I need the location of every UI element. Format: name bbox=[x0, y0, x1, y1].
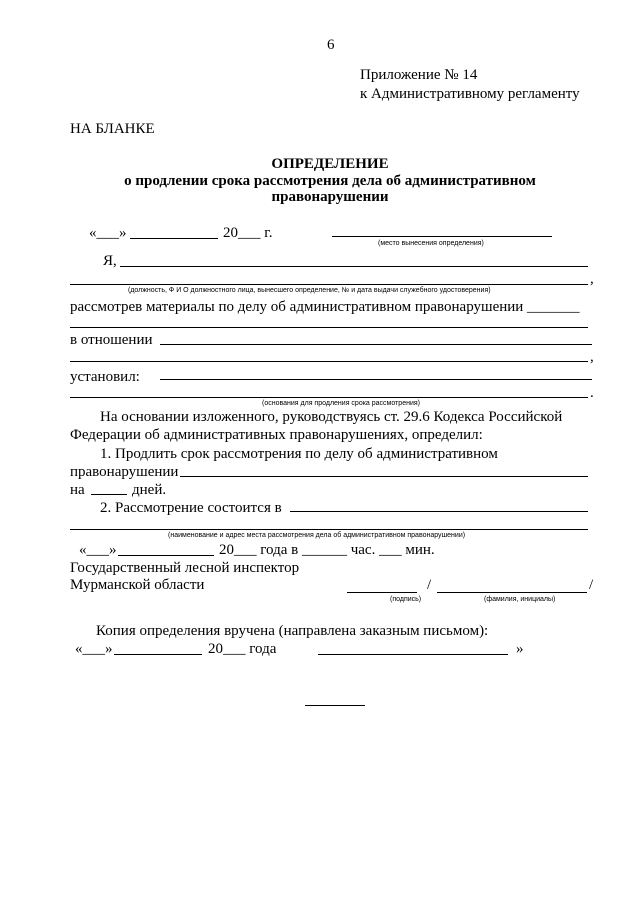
considered-line bbox=[70, 327, 588, 328]
date-year: 20___ г. bbox=[223, 225, 273, 241]
bottom-separator bbox=[305, 705, 365, 706]
date3-receiver-line bbox=[318, 654, 508, 655]
official-line-2 bbox=[70, 284, 588, 285]
slash-1: / bbox=[427, 577, 432, 593]
established-line-2 bbox=[70, 397, 588, 398]
name-line bbox=[437, 592, 587, 593]
item1-line-1: 1. Продлить срок рассмотрения по делу об административном bbox=[100, 446, 498, 462]
signature-line bbox=[347, 592, 417, 593]
item1-line bbox=[180, 476, 588, 477]
dot-1: . bbox=[590, 385, 594, 401]
established-label: установил: bbox=[70, 369, 140, 385]
date2-day-field: «___» bbox=[79, 542, 117, 558]
inspector-line-2: Мурманской области bbox=[70, 577, 205, 593]
established-line-1 bbox=[160, 379, 592, 380]
appendix-line-2: к Административному регламенту bbox=[360, 86, 580, 102]
grounds-caption: (основания для продления срока рассмотрения) bbox=[262, 400, 420, 407]
document-title: ОПРЕДЕЛЕНИЕ bbox=[271, 156, 389, 172]
place-caption: (место вынесения определения) bbox=[378, 240, 484, 247]
inspector-line-1: Государственный лесной инспектор bbox=[70, 560, 300, 576]
basis-line-1: На основании изложенного, руководствуясь ст. 29.6 Кодекса Российской bbox=[100, 409, 563, 425]
slash-2: / bbox=[589, 577, 594, 593]
regarding-line-2 bbox=[70, 361, 588, 362]
item1-days-line bbox=[91, 494, 127, 495]
date2-text: 20___ года в ______ час. ___ мин. bbox=[219, 542, 435, 558]
on-form-label: НА БЛАНКЕ bbox=[70, 121, 155, 137]
item2-line-2 bbox=[70, 529, 588, 530]
place-line bbox=[332, 236, 552, 237]
date3-month-line bbox=[114, 654, 202, 655]
date3-close-quote: » bbox=[516, 641, 524, 657]
date-day-field: «___» bbox=[89, 225, 127, 241]
document-subtitle-1: о продлении срока рассмотрения дела об административном bbox=[124, 173, 536, 189]
regarding-line-1 bbox=[160, 344, 592, 345]
date3-day-field: «___» bbox=[75, 641, 113, 657]
official-line-1 bbox=[120, 266, 588, 267]
page-number: 6 bbox=[327, 37, 335, 53]
item1-on-label: на bbox=[70, 482, 85, 498]
considered-text: рассмотрев материалы по делу об административном правонарушении _______ bbox=[70, 299, 580, 315]
signature-caption: (подпись) bbox=[390, 596, 422, 603]
date-month-line bbox=[130, 238, 218, 239]
item2-text: 2. Рассмотрение состоится в bbox=[100, 500, 282, 516]
comma-1: , bbox=[590, 271, 594, 287]
date3-year: 20___ года bbox=[208, 641, 277, 657]
date2-month-line bbox=[118, 555, 214, 556]
appendix-line-1: Приложение № 14 bbox=[360, 67, 478, 83]
comma-2: , bbox=[590, 349, 594, 365]
regarding-label: в отношении bbox=[70, 332, 153, 348]
name-caption: (фамилия, инициалы) bbox=[484, 596, 556, 603]
item1-line-2: правонарушении bbox=[70, 464, 179, 480]
item2-line-1 bbox=[290, 511, 588, 512]
copy-text: Копия определения вручена (направлена заказным письмом): bbox=[96, 623, 489, 639]
basis-line-2: Федерации об административных правонарушениях, определил: bbox=[70, 427, 483, 443]
official-caption: (должность, Ф И О должностного лица, вынесшего определение, № и дата выдачи служебного удостоверения) bbox=[128, 287, 491, 294]
item1-days-label: дней. bbox=[132, 482, 167, 498]
venue-caption: (наименование и адрес места рассмотрения дела об административном правонарушении) bbox=[168, 532, 466, 539]
i-label: Я, bbox=[103, 253, 117, 269]
document-subtitle-2: правонарушении bbox=[271, 189, 389, 205]
